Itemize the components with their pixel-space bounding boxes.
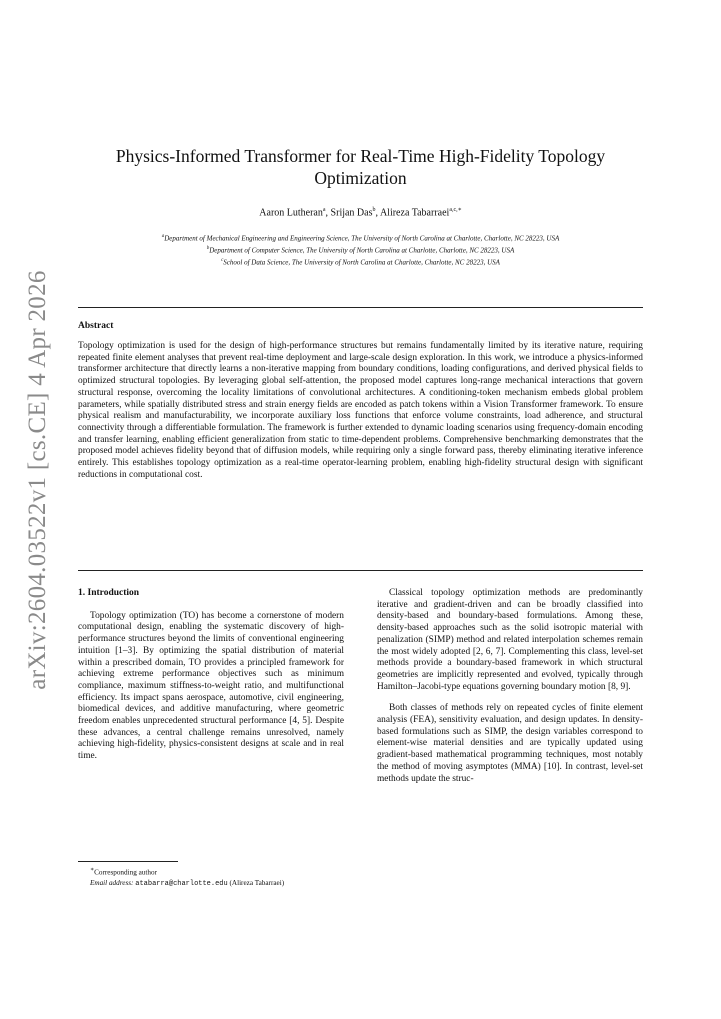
author-name: Alireza Tabarraei: [379, 207, 450, 219]
arxiv-identifier: arXiv:2604.03522v1 [cs.CE] 4 Apr 2026: [24, 270, 51, 690]
email-note: [78, 878, 348, 889]
email-label: Email address:: [90, 878, 134, 887]
affiliation-text: Department of Computer Science, The University of North Carolina at Charlotte, Charlotte, NC 28223, USA: [209, 246, 515, 255]
affiliation-text: Department of Mechanical Engineering and Engineering Science, The University of North Carolina at Charlotte, Charlotte, NC 28223, USA: [164, 234, 560, 243]
abstract-text: Topology optimization is used for the design of high-performance structures but remains fundamentally limited by its iterative nature, requiring repeated finite element analyses that prevent real-time deployment and large-scale design exploration. In this work, we introduce a physics-informed transformer architecture that directly learns a non-iterative mapping from boundary conditions, loading configurations, and derived physical fields to optimized structural topologies. By leveraging global self-attention, the proposed model captures long-range mechanical interactions that govern structural response, overcoming the locality limitations of convolutional architectures. A conditioning-token mechanism embeds global problem parameters, while spatially distributed stress and strain energy fields are encoded as patch tokens within a Vision Transformer framework. To ensure physical realism and manufacturability, we incorporate auxiliary loss functions that enforce volume constraints, load adherence, and structural connectivity through a differentiable formulation. The framework is further extended to dynamic loading scenarios using frequency-domain encoding and transfer learning, enabling efficient generalization from static to time-dependent problems. Comprehensive benchmarking demonstrates that the proposed model achieves fidelity beyond that of diffusion models, while requiring only a single forward pass, thereby eliminating iterative inference entirely. This establishes topology optimization as a real-time operator-learning problem, enabling high-fidelity structural design with significant reductions in computational cost.: [78, 341, 643, 480]
author-affiliation-mark: a: [322, 207, 326, 213]
abstract-top-rule: [78, 307, 643, 308]
abstract-heading: Abstract: [78, 321, 114, 331]
affiliation-item: [78, 232, 643, 244]
arxiv-sidebar: [18, 270, 58, 690]
affiliation-mark: b: [206, 245, 210, 251]
intro-paragraph-1: Topology optimization (TO) has become a cornerstone of modern computational design, enabling the systematic discovery of high-performance structures beyond the limits of conventional engineering intuition [1–3]. By optimizing the spatial distribution of material within a prescribed domain, TO provides a principled framework for achieving extreme performance objectives such as minimum compliance, maximum stiffness-to-weight ratio, and multifunctional efficiency. Its impact spans aerospace, automotive, civil engineering, biomedical devices, and additive manufacturing, where geometric freedom enables unprecedented structural performance [4, 5]. Despite these advances, a central challenge remains unresolved, namely achieving high-fidelity, physics-consistent designs at scale and in real time.: [78, 610, 344, 762]
author-affiliation-mark: b: [372, 207, 376, 213]
right-column: [377, 588, 643, 785]
affiliations: [78, 232, 643, 267]
email-address[interactable]: atabarra@charlotte.edu: [135, 879, 228, 888]
footnote-rule: [78, 861, 178, 862]
footnote: [78, 865, 348, 889]
intro-paragraph-3: Both classes of methods rely on repeated cycles of finite element analysis (FEA), sensitivity evaluation, and design updates. In density-based formulations such as SIMP, the design variables correspond to element-wise material densities and are typically updated using gradient-based mathematical programming techniques, most notably the method of moving asymptotes (MMA) [10]. In contrast, level-set methods update the struc-: [377, 703, 643, 784]
corresponding-author-note: [78, 865, 348, 878]
corresponding-label: Corresponding author: [94, 868, 157, 877]
author-list: Aaron Lutheran$^a$, Srijan Das$^b$, Alireza Tabarraei$^{a,c,∗}$: [259, 207, 462, 219]
affiliation-item: [78, 244, 643, 256]
author-name: Aaron Lutheran: [259, 207, 323, 219]
intro-paragraph-2: Classical topology optimization methods are predominantly iterative and gradient-driven and can be broadly classified into density-based and boundary-based formulations. Among these, density-based approaches such as the solid isotropic material with penalization (SIMP) method and related interpolation schemes remain the most widely adopted [2, 6, 7]. Complementing this class, level-set methods provide a boundary-based framework in which structural geometries are implicitly represented and evolved, typically through Hamilton–Jacobi-type equations governing boundary motion [8, 9].: [377, 588, 643, 692]
title-line-1: Physics-Informed Transformer for Real-Time High-Fidelity Topology: [115, 146, 606, 166]
affiliation-mark: a: [161, 234, 165, 239]
affiliation-text: School of Data Science, The University of North Carolina at Charlotte, Charlotte, NC 28223, USA: [223, 257, 500, 266]
affiliation-mark: c: [221, 257, 224, 263]
footnote-marker: ∗: [90, 867, 95, 873]
section-heading: 1. Introduction: [78, 588, 140, 598]
email-owner: (Alireza Tabarraei): [229, 878, 285, 887]
paper-title: [78, 145, 643, 189]
affiliation-item: [78, 256, 643, 268]
title-line-2: Optimization: [314, 168, 407, 188]
left-column: [78, 588, 344, 763]
author-name: Srijan Das: [330, 207, 373, 219]
author-affiliation-mark: a,c,∗: [449, 207, 462, 213]
abstract-bottom-rule: [78, 570, 643, 571]
